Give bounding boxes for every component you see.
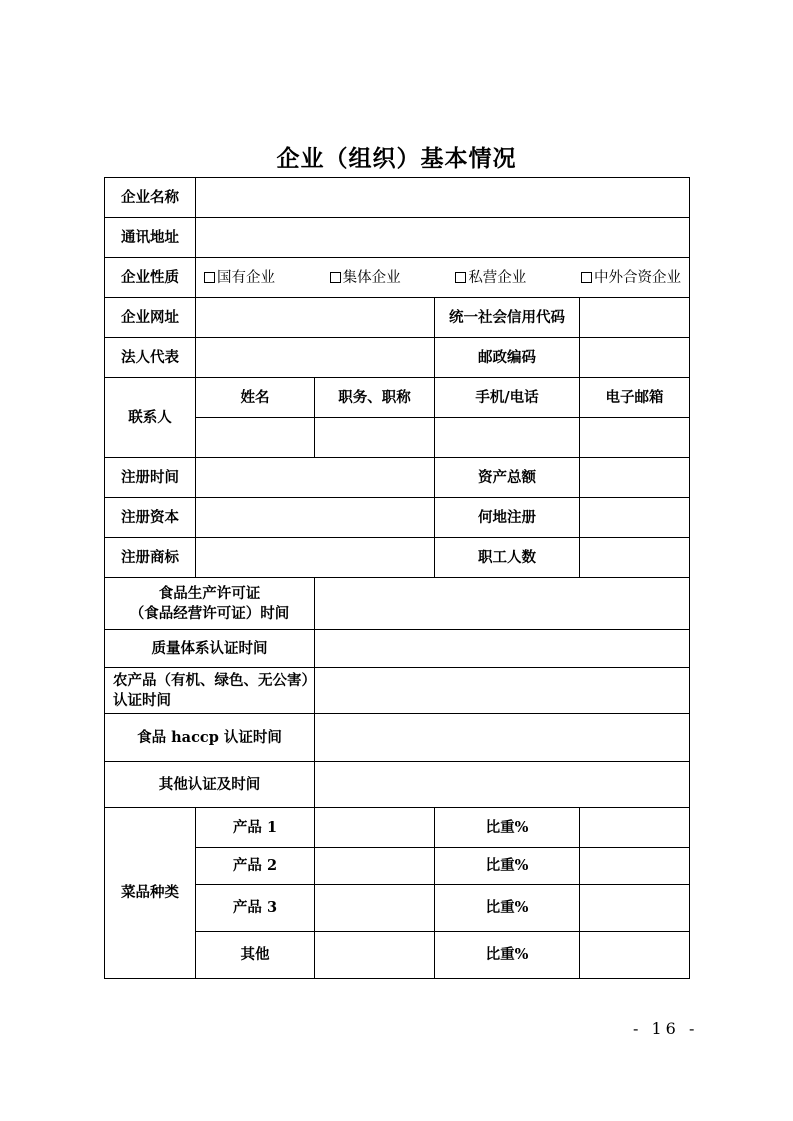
food-license-label: 食品生产许可证 （食品经营许可证）时间 — [105, 578, 315, 630]
contact-name-field[interactable] — [196, 418, 315, 458]
agri-cert-label: 农产品（有机、绿色、无公害）认证时间 — [105, 668, 315, 714]
contact-header-phone: 手机/电话 — [435, 378, 580, 418]
contact-header-name: 姓名 — [196, 378, 315, 418]
website-field[interactable] — [196, 298, 435, 338]
nature-option-collective[interactable]: 集体企业 — [330, 268, 401, 288]
other-cert-field[interactable] — [315, 762, 690, 808]
ratio-label: 比重% — [435, 932, 580, 979]
total-assets-label: 资产总额 — [435, 458, 580, 498]
product-label: 产品 3 — [196, 885, 315, 932]
product-label: 产品 1 — [196, 808, 315, 848]
postcode-label: 邮政编码 — [435, 338, 580, 378]
other-cert-label: 其他认证及时间 — [105, 762, 315, 808]
contact-header-position: 职务、职称 — [315, 378, 435, 418]
reg-capital-label: 注册资本 — [105, 498, 196, 538]
enterprise-info-form — [104, 177, 690, 979]
dish-types-label: 菜品种类 — [105, 808, 196, 979]
employees-field[interactable] — [580, 538, 690, 578]
contact-phone-field[interactable] — [435, 418, 580, 458]
nature-label: 企业性质 — [105, 258, 196, 298]
credit-code-label: 统一社会信用代码 — [435, 298, 580, 338]
reg-time-field[interactable] — [196, 458, 435, 498]
legal-rep-label: 法人代表 — [105, 338, 196, 378]
nature-option-private[interactable]: 私营企业 — [455, 268, 526, 288]
employees-label: 职工人数 — [435, 538, 580, 578]
product-field[interactable] — [315, 808, 435, 848]
address-field[interactable] — [196, 218, 690, 258]
trademark-field[interactable] — [196, 538, 435, 578]
page-title: 企业（组织）基本情况 — [276, 145, 517, 172]
product-label: 产品 2 — [196, 848, 315, 885]
product-field[interactable] — [315, 885, 435, 932]
nature-options — [196, 258, 690, 298]
ratio-field[interactable] — [580, 885, 690, 932]
contact-position-field[interactable] — [315, 418, 435, 458]
reg-place-field[interactable] — [580, 498, 690, 538]
contact-header-email: 电子邮箱 — [580, 378, 690, 418]
agri-cert-field[interactable] — [315, 668, 690, 714]
postcode-field[interactable] — [580, 338, 690, 378]
haccp-label: 食品 haccp 认证时间 — [105, 714, 315, 762]
ratio-label: 比重% — [435, 848, 580, 885]
contact-email-field[interactable] — [580, 418, 690, 458]
product-field[interactable] — [315, 932, 435, 979]
enterprise-name-label: 企业名称 — [105, 178, 196, 218]
product-label: 其他 — [196, 932, 315, 979]
checkbox-icon[interactable] — [455, 272, 466, 283]
website-label: 企业网址 — [105, 298, 196, 338]
total-assets-field[interactable] — [580, 458, 690, 498]
trademark-label: 注册商标 — [105, 538, 196, 578]
food-license-field[interactable] — [315, 578, 690, 630]
quality-cert-label: 质量体系认证时间 — [105, 630, 315, 668]
reg-time-label: 注册时间 — [105, 458, 196, 498]
contact-label: 联系人 — [105, 378, 196, 458]
legal-rep-field[interactable] — [196, 338, 435, 378]
address-label: 通讯地址 — [105, 218, 196, 258]
checkbox-icon[interactable] — [330, 272, 341, 283]
enterprise-name-field[interactable] — [196, 178, 690, 218]
ratio-label: 比重% — [435, 808, 580, 848]
nature-option-state[interactable]: 国有企业 — [204, 268, 275, 288]
checkbox-icon[interactable] — [204, 272, 215, 283]
page-number: - 16 - — [633, 1019, 699, 1038]
credit-code-field[interactable] — [580, 298, 690, 338]
ratio-field[interactable] — [580, 808, 690, 848]
checkbox-icon[interactable] — [581, 272, 592, 283]
nature-option-joint-venture[interactable]: 中外合资企业 — [581, 268, 681, 288]
ratio-field[interactable] — [580, 848, 690, 885]
quality-cert-field[interactable] — [315, 630, 690, 668]
reg-place-label: 何地注册 — [435, 498, 580, 538]
haccp-field[interactable] — [315, 714, 690, 762]
product-field[interactable] — [315, 848, 435, 885]
ratio-label: 比重% — [435, 885, 580, 932]
ratio-field[interactable] — [580, 932, 690, 979]
reg-capital-field[interactable] — [196, 498, 435, 538]
